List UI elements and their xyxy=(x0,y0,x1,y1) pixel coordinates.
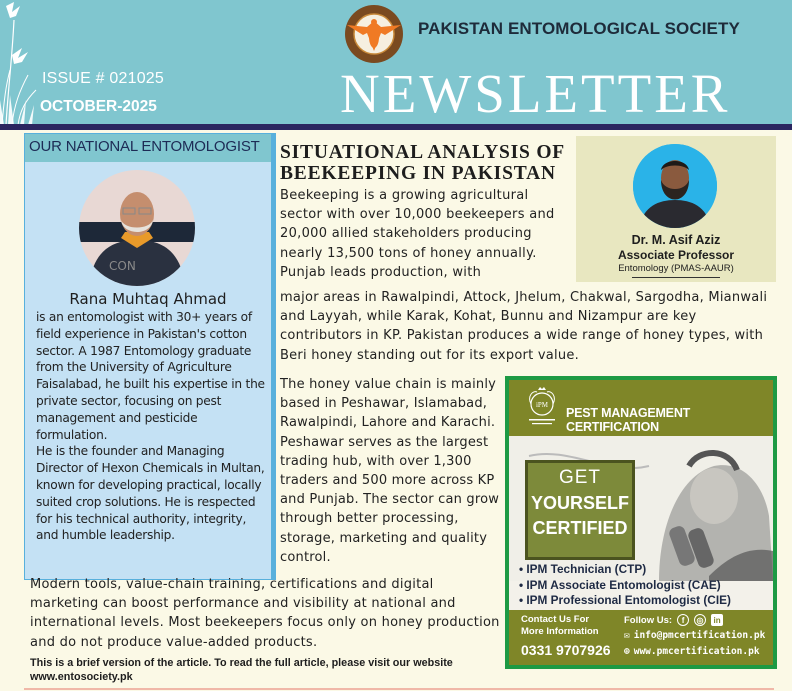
author-role: Associate Professor xyxy=(617,248,735,262)
mail-icon: ✉ xyxy=(624,630,630,641)
society-logo-icon xyxy=(341,3,407,65)
author-card xyxy=(576,136,776,282)
ipm-certification-ad[interactable] xyxy=(505,376,777,669)
contact-label xyxy=(521,614,599,638)
entomologist-name: Rana Muhtaq Ahmad xyxy=(69,290,227,308)
article-paragraph-3: The honey value chain is mainly based in Peshawar, Islamabad, Rawalpindi, Lahore and Karachi. Peshawar serves as the largest trading hub, with over 1,300 traders and 500 more across KP and Punjab. The sector can grow through better processing, storage, marketing and quality control. xyxy=(280,377,500,565)
section-title: OUR NATIONAL ENTOMOLOGIST xyxy=(25,134,271,162)
contact-line-2: More Information xyxy=(521,626,599,637)
globe-icon: ⊕ xyxy=(624,646,630,657)
newsletter-header xyxy=(0,0,792,125)
ad-header xyxy=(509,380,773,436)
contact-phone[interactable]: 0331 9707926 xyxy=(521,642,611,658)
course-item: • IPM Technician (CTP) xyxy=(519,562,647,576)
ad-footer xyxy=(509,610,773,665)
article-title-line-1: SITUATIONAL ANALYSIS OF xyxy=(280,142,565,163)
bio-paragraph-2: He is the founder and Managing Director of Hexon Chemicals in Multan, known for developing practical, locally suited crop solutions. He is respected for his technical authority, integrity, and humble leadership. xyxy=(36,444,265,543)
follow-us xyxy=(624,614,723,626)
newsletter-title: NEWSLETTER xyxy=(340,63,731,124)
contact-line-1: Contact Us For xyxy=(521,614,590,625)
article-paragraph-2: major areas in Rawalpindi, Attock, Jhelum, Chakwal, Sargodha, Mianwali and Layyah, while Karak, Kohat, Bunnu and Nizampur are key contributors in KP. Pakistan produces a wide range of honey types, with Beri honey standing out for its export value. xyxy=(280,290,768,363)
issue-date: OCTOBER-2025 xyxy=(40,98,157,115)
facebook-icon[interactable]: f xyxy=(677,614,689,626)
web-link[interactable]: www.pmcertification.pk xyxy=(633,646,760,657)
web-row xyxy=(624,646,760,657)
instagram-icon[interactable]: ◎ xyxy=(694,614,706,626)
follow-label: Follow Us: xyxy=(624,614,673,626)
svg-text:iPM: iPM xyxy=(535,401,549,409)
full-article-note xyxy=(30,656,510,684)
bottom-divider xyxy=(24,688,774,690)
author-name: Dr. M. Asif Aziz xyxy=(631,233,721,247)
entomologist-bio xyxy=(36,309,268,544)
issue-number: ISSUE # 021025 xyxy=(42,70,164,87)
article-paragraph-4: Modern tools, value-chain training, certifications and digital marketing can boost performance and visibility at national and international levels. Most beekeepers focus only on honey production and do not produce value-added products. xyxy=(30,577,500,650)
email-link[interactable]: info@pmcertification.pk xyxy=(633,630,766,641)
course-item: • IPM Professional Entomologist (CIE) xyxy=(519,593,731,607)
ad-yourself-text: YOURSELF xyxy=(530,493,629,513)
bio-paragraph-1: is an entomologist with 30+ years of field experience in Pakistan's cotton sector. A 1987 Entomology graduate from the University of Agriculture Faisalabad, he built his expertise in the private sector, focusing on pest management and pesticide formulation. xyxy=(36,310,265,442)
ad-certified-text: CERTIFIED xyxy=(532,518,628,538)
header-divider xyxy=(0,124,792,130)
entomologist-photo xyxy=(79,170,195,286)
ad-title: PEST MANAGEMENT CERTIFICATION xyxy=(566,406,691,434)
author-underline xyxy=(632,277,720,278)
ad-get-text: GET xyxy=(558,467,602,488)
national-entomologist-panel xyxy=(24,133,272,580)
svg-text:CON: CON xyxy=(109,259,136,273)
email-row xyxy=(624,630,765,641)
author-department: Entomology (PMAS-AAUR) xyxy=(618,263,734,274)
article-title-line-2: BEEKEEPING IN PAKISTAN xyxy=(280,163,556,184)
article-paragraph-1: Beekeeping is a growing agricultural sector with over 10,000 beekeepers and 20,000 allied stakeholders producing nearly 13,500 tons of honey annually. Punjab leads production, with xyxy=(280,188,555,280)
author-photo xyxy=(633,144,717,228)
note-text: This is a brief version of the article. To read the full article, please visit our website xyxy=(30,657,453,669)
article-accent-bar xyxy=(272,133,276,580)
ipm-logo-icon xyxy=(523,386,561,428)
society-name: PAKISTAN ENTOMOLOGICAL SOCIETY xyxy=(418,19,740,38)
website-link[interactable]: www.entosociety.pk xyxy=(30,671,133,683)
article-title xyxy=(280,142,565,184)
get-certified-box[interactable] xyxy=(525,460,635,560)
butterfly-grass-decoration xyxy=(0,0,40,125)
course-item: • IPM Associate Entomologist (CAE) xyxy=(519,577,721,592)
linkedin-icon[interactable]: in xyxy=(711,614,723,626)
course-list xyxy=(519,562,731,609)
